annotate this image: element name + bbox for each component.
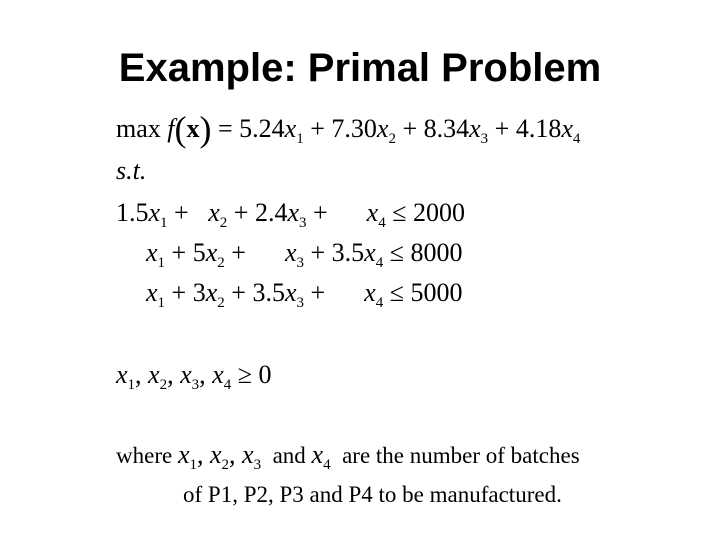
constraint-1: $1.5x_1 + x_2 + 2.4x_3$ + $x_4 \le 2000$: [116, 198, 465, 231]
subject-to-label: s.t.: [116, 156, 147, 185]
vector-x: x: [186, 114, 200, 143]
objective-function: $\max f(x) = 5.24x_1 + 7.30x_2 + 8.34x_3 + 4.18x_4$: [116, 109, 581, 149]
function-symbol: f: [167, 114, 175, 143]
constraint-3: $x_1 + 3x_2 + 3.5x_3$ + $x_4 \le 5000$: [146, 278, 463, 311]
nonnegativity-constraint: $x_1$, $x_2$, $x_3$, $x_4 \ge 0$: [116, 360, 272, 393]
note-line-1: where $x_1$, $x_2$, $x_3$ and $x_4$ are the number of batches: [116, 440, 580, 473]
constraint-2: $x_1 + 5x_2$ + $x_3 + 3.5x_4 \le 8000$: [146, 238, 463, 271]
max-label: max: [116, 114, 161, 143]
note-line-2: of P1, P2, P3 and P4 to be manufactured.: [183, 482, 562, 507]
slide-title: Example: Primal Problem: [118, 46, 602, 90]
